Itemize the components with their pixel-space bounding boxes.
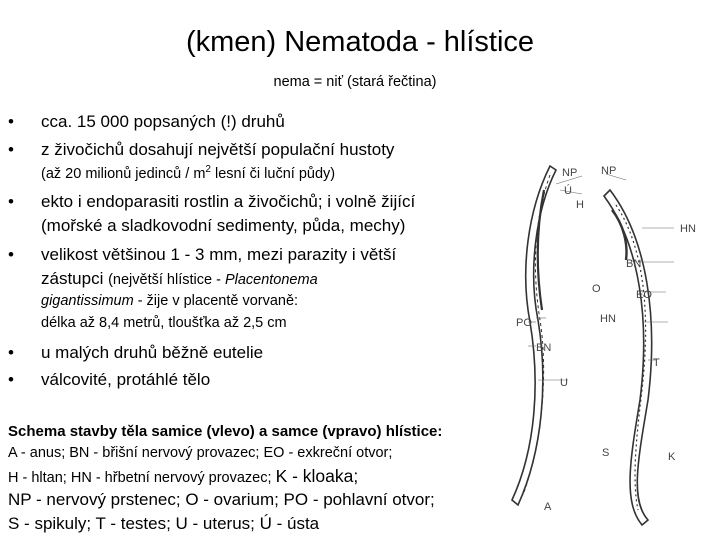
note-part: (až 20 milionů jedinců / m <box>41 165 206 182</box>
label-dorsal-nerve-cord-female: HN <box>600 313 616 325</box>
female-worm-body <box>512 166 556 505</box>
label-dorsal-nerve-cord: HN <box>680 223 696 235</box>
note-superscript: 2 <box>205 164 211 175</box>
label-mouth: Ú <box>564 185 572 197</box>
bullet-text-line2 <box>41 269 318 289</box>
caption-line <box>8 466 358 487</box>
figure-labels <box>516 165 696 513</box>
label-testes: T <box>653 357 660 369</box>
label-cloaca: K <box>668 451 676 463</box>
bullet-dot: • <box>8 245 14 264</box>
caption-part: H - hltan; HN - hřbetní nervový provazec; <box>8 470 276 486</box>
caption-line: S - spikuly; T - testes; U - uterus; Ú - ústa <box>8 514 320 533</box>
bullet-dot: • <box>8 192 14 211</box>
label-genital-pore: PO <box>516 317 532 329</box>
species-name: Placentonema <box>224 272 318 288</box>
label-nerve-ring: NP <box>601 165 617 177</box>
label-ventral-nerve-cord-female: BN <box>536 342 552 354</box>
bullet-note <box>41 164 335 182</box>
note-part: lesní či luční půdy) <box>210 165 336 182</box>
slide-subtitle: nema = niť (stará řečtina) <box>273 74 437 90</box>
bullet-text: válcovité, protáhlé tělo <box>41 370 211 389</box>
label-ovarium: O <box>592 283 601 295</box>
bullet-text: z živočichů dosahují největší populační hustoty <box>41 140 395 159</box>
bullet-text: velikost většinou 1 - 3 mm, mezi parazity i větší <box>41 245 397 264</box>
bullet-text: cca. 15 000 popsaných (!) druhů <box>41 112 285 131</box>
bullet-text: u malých druhů běžně eutelie <box>41 343 264 362</box>
male-worm-body <box>604 190 652 525</box>
bullet-dot: • <box>8 370 14 389</box>
label-ventral-nerve-cord: BN <box>626 258 642 270</box>
label-anus: A <box>544 501 552 513</box>
caption-title: Schema stavby těla samice (vlevo) a samce (vpravo) hlístice: <box>8 423 443 440</box>
text-part: - žije v placentě vorvaně: <box>133 293 299 309</box>
label-excretory-pore: EO <box>636 289 652 301</box>
label-spicules: S <box>602 447 610 459</box>
caption-line: A - anus; BN - břišní nervový provazec; EO - exkreční otvor; <box>8 445 393 461</box>
label-np: NP <box>562 167 578 179</box>
bullet-text-line3 <box>41 293 298 309</box>
caption-part: K - kloaka; <box>275 466 359 486</box>
label-pharynx: H <box>576 199 584 211</box>
label-uterus: U <box>560 377 568 389</box>
bullet-text-line4: délka až 8,4 metrů, tloušťka až 2,5 cm <box>41 315 287 331</box>
slide-title: (kmen) Nematoda - hlístice <box>185 26 535 58</box>
species-name: gigantissimum <box>41 293 134 309</box>
text-part: (největší hlístice - <box>108 272 225 288</box>
caption-line: NP - nervový prstenec; O - ovarium; PO - pohlavní otvor; <box>8 490 435 509</box>
bullet-dot: • <box>8 343 14 362</box>
text-part: zástupci <box>41 269 109 288</box>
bullet-dot: • <box>8 140 14 159</box>
bullet-dot: • <box>8 112 14 131</box>
bullet-text: (mořské a sladkovodní sedimenty, půda, mechy) <box>41 216 406 235</box>
nematoda-anatomy-illustration <box>498 150 713 535</box>
bullet-text: ekto i endoparasiti rostlin a živočichů; i volně žijící <box>41 192 416 211</box>
